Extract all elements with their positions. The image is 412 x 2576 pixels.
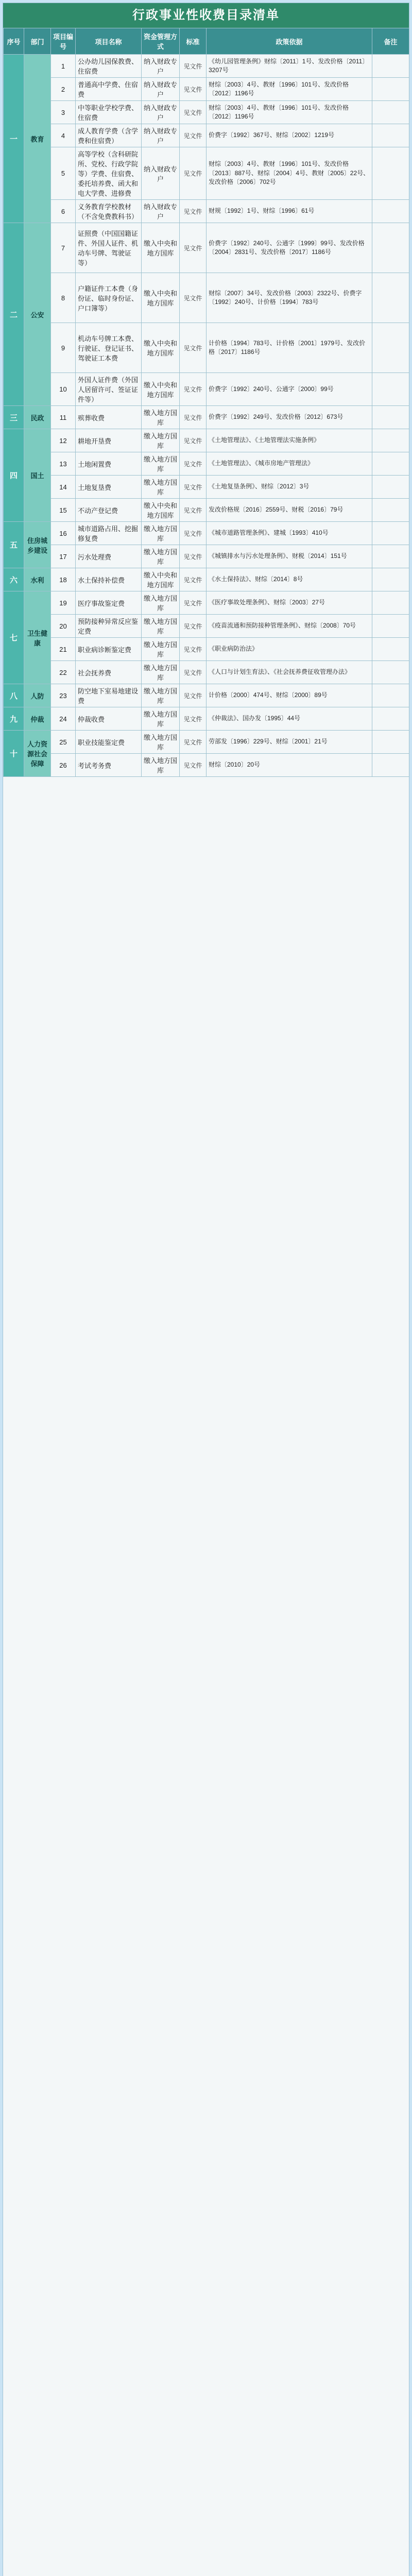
department-name: 人防 [24, 684, 51, 707]
item-remark [372, 591, 409, 615]
item-name: 机动车号牌工本费、行驶证、登记证书、驾驶证工本费 [76, 323, 142, 373]
policy-basis: 价费字〔1992〕367号、财综〔2002〕1219号 [207, 124, 372, 147]
table-row [4, 522, 409, 545]
item-name: 医疗事故鉴定费 [76, 591, 142, 615]
item-standard: 见文件 [180, 522, 207, 545]
fee-table [3, 28, 409, 777]
column-header: 资金管理方式 [142, 28, 180, 55]
department-name: 卫生健康 [24, 591, 51, 684]
department-name: 民政 [24, 406, 51, 429]
item-name: 中等职业学校学费、住宿费 [76, 101, 142, 124]
section-number: 七 [4, 591, 24, 684]
item-standard: 见文件 [180, 147, 207, 200]
department-name: 人力资源社会保障 [24, 731, 51, 777]
fund-management: 缴入地方国库 [142, 684, 180, 707]
table-row [4, 476, 409, 499]
table-row [4, 568, 409, 591]
department-name: 教育 [24, 55, 51, 223]
table-row [4, 661, 409, 684]
table-row [4, 200, 409, 223]
policy-basis: 《职业病防治法》 [207, 638, 372, 661]
department-name: 水利 [24, 568, 51, 591]
item-number: 17 [51, 545, 76, 568]
column-header: 项目名称 [76, 28, 142, 55]
table-row [4, 147, 409, 200]
item-number: 10 [51, 373, 76, 406]
table-row [4, 101, 409, 124]
item-standard: 见文件 [180, 591, 207, 615]
item-remark [372, 101, 409, 124]
item-standard: 见文件 [180, 55, 207, 78]
item-standard: 见文件 [180, 273, 207, 323]
fund-management: 缴入中央和地方国库 [142, 223, 180, 273]
table-row [4, 55, 409, 78]
fund-management: 纳入财政专户 [142, 200, 180, 223]
policy-basis: 《疫苗流通和预防接种管理条例》、财综〔2008〕70号 [207, 615, 372, 638]
section-number: 六 [4, 568, 24, 591]
item-remark [372, 707, 409, 731]
section-number: 五 [4, 522, 24, 568]
item-remark [372, 545, 409, 568]
fund-management: 缴入地方国库 [142, 731, 180, 754]
table-row [4, 545, 409, 568]
table-row [4, 373, 409, 406]
department-name: 公安 [24, 223, 51, 406]
policy-basis: 《城镇排水与污水处理条例》、财税〔2014〕151号 [207, 545, 372, 568]
fund-management: 缴入中央和地方国库 [142, 373, 180, 406]
column-header: 政策依据 [207, 28, 372, 55]
fund-management: 纳入财政专户 [142, 78, 180, 101]
item-number: 24 [51, 707, 76, 731]
item-number: 14 [51, 476, 76, 499]
table-row [4, 591, 409, 615]
policy-basis: 计价格〔2000〕474号、财综〔2000〕89号 [207, 684, 372, 707]
policy-basis: 财综〔2010〕20号 [207, 754, 372, 777]
table-row [4, 499, 409, 522]
item-remark [372, 638, 409, 661]
table-row [4, 754, 409, 777]
fund-management: 缴入地方国库 [142, 638, 180, 661]
item-standard: 见文件 [180, 661, 207, 684]
item-number: 15 [51, 499, 76, 522]
item-name: 职业病诊断鉴定费 [76, 638, 142, 661]
table-row [4, 406, 409, 429]
item-standard: 见文件 [180, 452, 207, 476]
item-number: 11 [51, 406, 76, 429]
item-remark [372, 124, 409, 147]
item-standard: 见文件 [180, 707, 207, 731]
item-standard: 见文件 [180, 124, 207, 147]
item-remark [372, 200, 409, 223]
item-name: 普通高中学费、住宿费 [76, 78, 142, 101]
table-row [4, 615, 409, 638]
fund-management: 缴入地方国库 [142, 754, 180, 777]
item-remark [372, 406, 409, 429]
column-header: 部门 [24, 28, 51, 55]
item-number: 19 [51, 591, 76, 615]
item-remark [372, 684, 409, 707]
table-row [4, 707, 409, 731]
fund-management: 缴入地方国库 [142, 545, 180, 568]
policy-basis: 《水土保持法》、财综〔2014〕8号 [207, 568, 372, 591]
table-row [4, 323, 409, 373]
fund-management: 缴入中央和地方国库 [142, 568, 180, 591]
item-number: 2 [51, 78, 76, 101]
table-row [4, 684, 409, 707]
section-number: 二 [4, 223, 24, 406]
item-name: 公办幼儿园保教费、住宿费 [76, 55, 142, 78]
fund-management: 缴入地方国库 [142, 522, 180, 545]
item-number: 26 [51, 754, 76, 777]
fund-management: 缴入地方国库 [142, 707, 180, 731]
item-name: 不动产登记费 [76, 499, 142, 522]
table-row [4, 731, 409, 754]
item-name: 外国人证件费（外国人居留许可、签证证件等） [76, 373, 142, 406]
item-number: 20 [51, 615, 76, 638]
item-remark [372, 452, 409, 476]
item-standard: 见文件 [180, 406, 207, 429]
policy-basis: 《人口与计划生育法》、《社会抚养费征收管理办法》 [207, 661, 372, 684]
item-remark [372, 661, 409, 684]
item-number: 18 [51, 568, 76, 591]
item-standard: 见文件 [180, 78, 207, 101]
table-body [4, 55, 409, 777]
item-remark [372, 754, 409, 777]
section-number: 十 [4, 731, 24, 777]
item-remark [372, 223, 409, 273]
item-name: 仲裁收费 [76, 707, 142, 731]
item-number: 13 [51, 452, 76, 476]
policy-basis: 价费字〔1992〕240号、公通字〔2000〕99号 [207, 373, 372, 406]
item-name: 水土保持补偿费 [76, 568, 142, 591]
item-name: 义务教育学校教材（不含免费教科书） [76, 200, 142, 223]
item-number: 6 [51, 200, 76, 223]
item-name: 高等学校（含科研院所、党校、行政学院等）学费、住宿费、委托培养费、函大和电大学费、进修费 [76, 147, 142, 200]
table-row [4, 223, 409, 273]
column-header: 项目编号 [51, 28, 76, 55]
fund-management: 缴入地方国库 [142, 615, 180, 638]
item-name: 成人教育学费（含学费和住宿费） [76, 124, 142, 147]
fund-management: 缴入地方国库 [142, 591, 180, 615]
item-remark [372, 323, 409, 373]
item-name: 耕地开垦费 [76, 429, 142, 452]
table-row [4, 429, 409, 452]
item-standard: 见文件 [180, 223, 207, 273]
item-standard: 见文件 [180, 429, 207, 452]
item-remark [372, 499, 409, 522]
section-number: 一 [4, 55, 24, 223]
fund-management: 缴入地方国库 [142, 452, 180, 476]
item-standard: 见文件 [180, 499, 207, 522]
fund-management: 缴入地方国库 [142, 406, 180, 429]
fee-catalog-sheet [3, 3, 409, 2576]
item-standard: 见文件 [180, 568, 207, 591]
policy-basis: 价费字〔1992〕249号、发改价格〔2012〕673号 [207, 406, 372, 429]
item-standard: 见文件 [180, 545, 207, 568]
policy-basis: 财综〔2003〕4号、教财〔1996〕101号、发改价格〔2013〕887号、财综〔2004〕4号、教财〔2005〕22号、发改价格〔2006〕702号 [207, 147, 372, 200]
item-standard: 见文件 [180, 373, 207, 406]
fund-management: 缴入中央和地方国库 [142, 273, 180, 323]
policy-basis: 财综〔2003〕4号、教财〔1996〕101号、发改价格〔2012〕1196号 [207, 78, 372, 101]
department-name: 仲裁 [24, 707, 51, 731]
policy-basis: 发改价格规〔2016〕2559号、财税〔2016〕79号 [207, 499, 372, 522]
table-row [4, 452, 409, 476]
item-standard: 见文件 [180, 101, 207, 124]
item-remark [372, 429, 409, 452]
policy-basis: 《医疗事故处理条例》、财综〔2003〕27号 [207, 591, 372, 615]
fund-management: 缴入地方国库 [142, 661, 180, 684]
item-name: 殡葬收费 [76, 406, 142, 429]
department-name: 国土 [24, 429, 51, 522]
section-number: 九 [4, 707, 24, 731]
policy-basis: 财规〔1992〕1号、财综〔1996〕61号 [207, 200, 372, 223]
page-title: 行政事业性收费目录清单 [3, 3, 409, 28]
fund-management: 缴入地方国库 [142, 476, 180, 499]
fund-management: 纳入财政专户 [142, 55, 180, 78]
item-remark [372, 731, 409, 754]
fund-management: 缴入中央和地方国库 [142, 499, 180, 522]
column-header: 备注 [372, 28, 409, 55]
item-remark [372, 568, 409, 591]
policy-basis: 《城市道路管理条例》、建城〔1993〕410号 [207, 522, 372, 545]
fund-management: 缴入中央和地方国库 [142, 323, 180, 373]
item-name: 防空地下室易地建设费 [76, 684, 142, 707]
item-name: 职业技能鉴定费 [76, 731, 142, 754]
item-number: 12 [51, 429, 76, 452]
item-name: 预防接种异常反应鉴定费 [76, 615, 142, 638]
item-number: 25 [51, 731, 76, 754]
item-number: 21 [51, 638, 76, 661]
item-standard: 见文件 [180, 754, 207, 777]
fund-management: 缴入地方国库 [142, 429, 180, 452]
item-standard: 见文件 [180, 615, 207, 638]
table-row [4, 273, 409, 323]
item-name: 污水处理费 [76, 545, 142, 568]
item-name: 土地闲置费 [76, 452, 142, 476]
item-number: 16 [51, 522, 76, 545]
policy-basis: 劳部发〔1996〕229号、财综〔2001〕21号 [207, 731, 372, 754]
section-number: 四 [4, 429, 24, 522]
table-row [4, 124, 409, 147]
item-name: 社会抚养费 [76, 661, 142, 684]
policy-basis: 财综〔2007〕34号、发改价格〔2003〕2322号、价费字〔1992〕240号、计价格〔1994〕783号 [207, 273, 372, 323]
column-header: 标准 [180, 28, 207, 55]
item-number: 3 [51, 101, 76, 124]
item-name: 户籍证件工本费（身份证、临时身份证、户口簿等） [76, 273, 142, 323]
item-standard: 见文件 [180, 684, 207, 707]
item-number: 5 [51, 147, 76, 200]
section-number: 三 [4, 406, 24, 429]
item-number: 1 [51, 55, 76, 78]
item-remark [372, 615, 409, 638]
item-remark [372, 476, 409, 499]
item-remark [372, 522, 409, 545]
item-remark [372, 373, 409, 406]
item-name: 考试考务费 [76, 754, 142, 777]
policy-basis: 《幼儿园管理条例》财综〔2011〕1号、发改价格〔2011〕3207号 [207, 55, 372, 78]
item-remark [372, 147, 409, 200]
item-name: 城市道路占用、挖掘修复费 [76, 522, 142, 545]
item-standard: 见文件 [180, 638, 207, 661]
item-number: 9 [51, 323, 76, 373]
item-remark [372, 273, 409, 323]
table-row [4, 638, 409, 661]
policy-basis: 《土地管理法》、《土地管理法实施条例》 [207, 429, 372, 452]
item-standard: 见文件 [180, 200, 207, 223]
item-standard: 见文件 [180, 476, 207, 499]
item-standard: 见文件 [180, 323, 207, 373]
item-number: 4 [51, 124, 76, 147]
department-name: 住房城乡建设 [24, 522, 51, 568]
policy-basis: 《仲裁法》、国办发〔1995〕44号 [207, 707, 372, 731]
item-number: 23 [51, 684, 76, 707]
item-remark [372, 78, 409, 101]
fund-management: 纳入财政专户 [142, 101, 180, 124]
policy-basis: 《土地复垦条例》、财综〔2012〕3号 [207, 476, 372, 499]
item-number: 22 [51, 661, 76, 684]
fund-management: 纳入财政专户 [142, 147, 180, 200]
item-name: 土地复垦费 [76, 476, 142, 499]
section-number: 八 [4, 684, 24, 707]
policy-basis: 财综〔2003〕4号、教财〔1996〕101号、发改价格〔2012〕1196号 [207, 101, 372, 124]
item-remark [372, 55, 409, 78]
fund-management: 纳入财政专户 [142, 124, 180, 147]
table-row [4, 78, 409, 101]
item-standard: 见文件 [180, 731, 207, 754]
column-header: 序号 [4, 28, 24, 55]
item-number: 7 [51, 223, 76, 273]
policy-basis: 价费字〔1992〕240号、公通字〔1999〕99号、发改价格〔2004〕2831号、发改价格〔2017〕1186号 [207, 223, 372, 273]
table-header [4, 28, 409, 55]
policy-basis: 《土地管理法》、《城市房地产管理法》 [207, 452, 372, 476]
item-number: 8 [51, 273, 76, 323]
item-name: 证照费（中国国籍证件、外国人证件、机动车号牌、驾驶证等） [76, 223, 142, 273]
policy-basis: 计价格〔1994〕783号、计价格〔2001〕1979号、发改价格〔2017〕1186号 [207, 323, 372, 373]
